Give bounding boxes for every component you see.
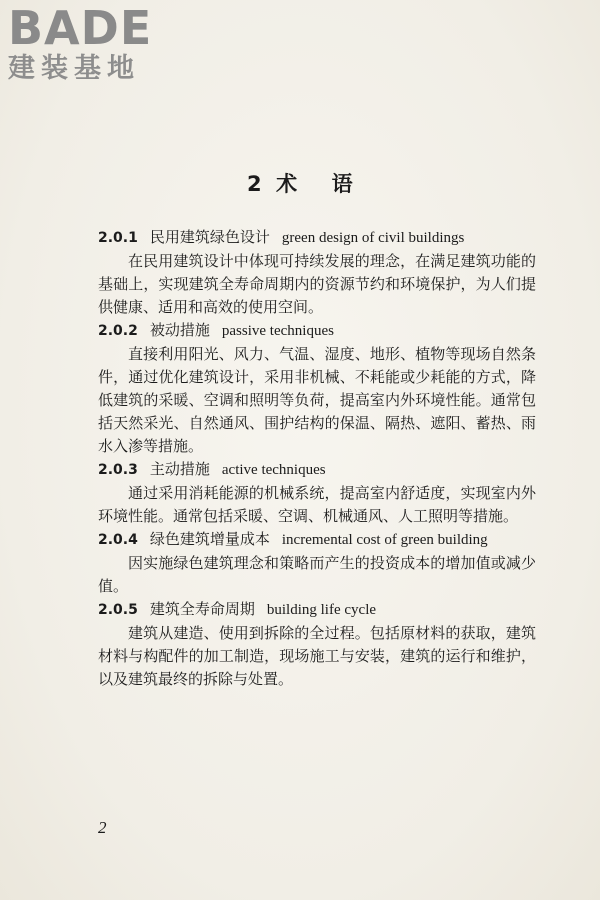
term-definition: 因实施绿色建筑理念和策略而产生的投资成本的增加值或减少值。: [98, 554, 536, 595]
term-heading: [98, 598, 536, 622]
term-entry: [98, 458, 536, 528]
chapter-title: [0, 168, 600, 198]
term-heading: [98, 458, 536, 482]
term-heading: [98, 226, 536, 250]
term-number: 2.0.4: [98, 532, 138, 548]
term-heading: [98, 319, 536, 343]
term-chinese: 民用建筑绿色设计: [149, 228, 270, 246]
term-heading: [98, 528, 536, 552]
term-english: green design of civil buildings: [281, 230, 465, 246]
chapter-number: 2: [246, 172, 263, 196]
watermark-logo: [8, 1, 178, 84]
term-entry: [98, 528, 536, 598]
term-chinese: 被动措施: [149, 321, 210, 339]
term-english: active techniques: [221, 462, 326, 478]
watermark-brand: BADE: [8, 1, 153, 55]
chapter-title-part2: 语: [331, 172, 354, 196]
terms-list: [98, 226, 536, 691]
chapter-title-part1: 术: [276, 172, 298, 196]
term-number: 2.0.1: [98, 230, 138, 246]
watermark-subtitle: 建装基地: [8, 53, 140, 84]
term-number: 2.0.3: [98, 462, 138, 478]
term-definition: 通过采用消耗能源的机械系统，提高室内舒适度，实现室内外环境性能。通常包括采暖、空调、机械通风、人工照明等措施。: [98, 484, 536, 525]
term-entry: [98, 319, 536, 458]
page-number: 2: [98, 818, 107, 837]
term-number: 2.0.5: [98, 602, 138, 618]
term-chinese: 建筑全寿命周期: [149, 600, 255, 618]
term-definition: 建筑从建造、使用到拆除的全过程。包括原材料的获取，建筑材料与构配件的加工制造，现场施工与安装，建筑的运行和维护，以及建筑最终的拆除与处置。: [98, 624, 536, 688]
term-entry: [98, 226, 536, 319]
term-chinese: 主动措施: [149, 460, 210, 478]
term-english: incremental cost of green building: [281, 532, 488, 548]
term-english: building life cycle: [266, 602, 377, 618]
term-chinese: 绿色建筑增量成本: [149, 530, 270, 548]
term-number: 2.0.2: [98, 323, 138, 339]
term-definition: 直接利用阳光、风力、气温、湿度、地形、植物等现场自然条件，通过优化建筑设计，采用非机械、不耗能或少耗能的方式，降低建筑的采暖、空调和照明等负荷，提高室内外环境性能。通常包括天然采光、自然通风、围护结构的保温、隔热、遮阳、蓄热、雨水入渗等措施。: [98, 345, 536, 455]
term-english: passive techniques: [221, 323, 334, 339]
term-definition: 在民用建筑设计中体现可持续发展的理念，在满足建筑功能的基础上，实现建筑全寿命周期内的资源节约和环境保护，为人们提供健康、适用和高效的使用空间。: [98, 252, 536, 316]
term-entry: [98, 598, 536, 691]
